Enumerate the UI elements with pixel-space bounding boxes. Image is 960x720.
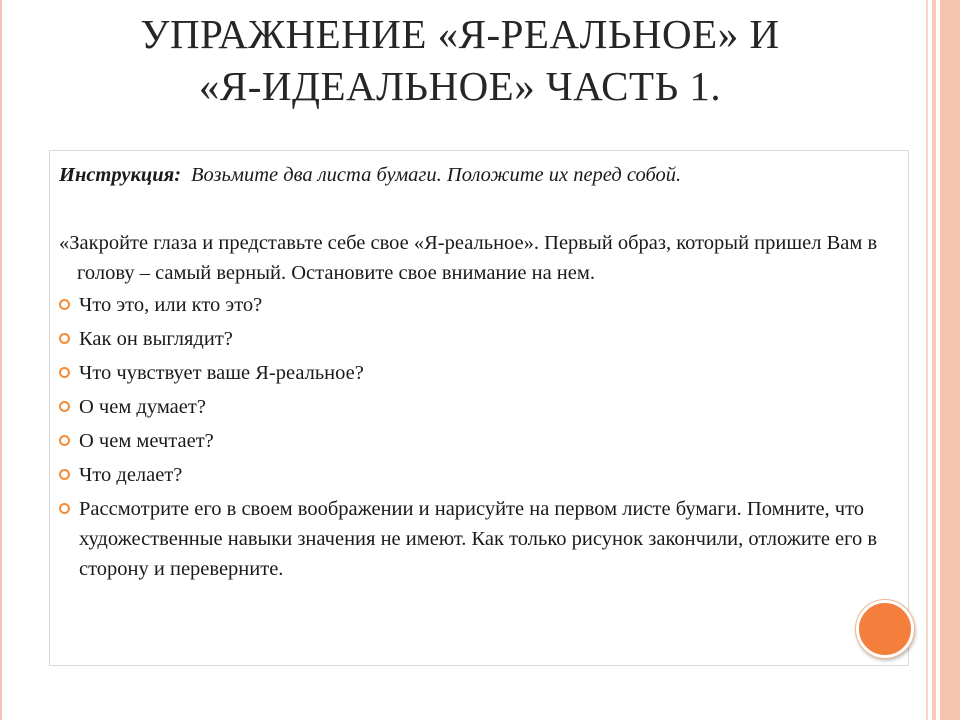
circle-bullet-icon <box>59 299 70 310</box>
circle-bullet-icon <box>59 333 70 344</box>
title-line-1: УПРАЖНЕНИЕ «Я-РЕАЛЬНОЕ» И <box>140 11 780 57</box>
list-item <box>59 392 904 422</box>
orange-circle-decoration <box>856 600 914 658</box>
list-item <box>59 494 904 584</box>
list-item <box>59 358 904 388</box>
list-item-text: Что это, или кто это? <box>79 294 263 316</box>
circle-bullet-icon <box>59 503 70 514</box>
list-item-text: О чем думает? <box>79 396 206 418</box>
list-item <box>59 290 904 320</box>
list-item <box>59 426 904 456</box>
list-item <box>59 460 904 490</box>
left-border-decoration <box>0 0 2 720</box>
stripe-wide <box>940 0 960 720</box>
title-line-2: «Я-ИДЕАЛЬНОЕ» ЧАСТЬ 1. <box>198 63 722 109</box>
list-item <box>59 324 904 354</box>
right-stripe-decoration <box>920 0 960 720</box>
list-item-text: Что делает? <box>79 464 183 486</box>
question-list <box>59 290 904 584</box>
circle-bullet-icon <box>59 401 70 412</box>
slide-title <box>20 8 900 112</box>
list-item-text: Что чувствует ваше Я-реальное? <box>79 362 364 384</box>
intro-paragraph: «Закройте глаза и представьте себе свое «Я-реальное». Первый образ, который пришел Вам в голову – самый верный. Остановите свое внимание на нем. <box>59 232 878 284</box>
instruction-line <box>59 160 904 190</box>
list-item-text: Рассмотрите его в своем воображении и нарисуйте на первом листе бумаги. Помните, что художественные навыки значения не имеют. Как только рисунок закончили, отложите его в сторону и переверните. <box>79 498 878 580</box>
instruction-text: Возьмите два листа бумаги. Положите их перед собой. <box>191 164 682 186</box>
instruction-label: Инструкция: <box>59 164 182 186</box>
slide-body <box>59 160 904 588</box>
list-item-text: Как он выглядит? <box>79 328 233 350</box>
circle-bullet-icon <box>59 367 70 378</box>
list-item-text: О чем мечтает? <box>79 430 214 452</box>
circle-bullet-icon <box>59 435 70 446</box>
circle-bullet-icon <box>59 469 70 480</box>
